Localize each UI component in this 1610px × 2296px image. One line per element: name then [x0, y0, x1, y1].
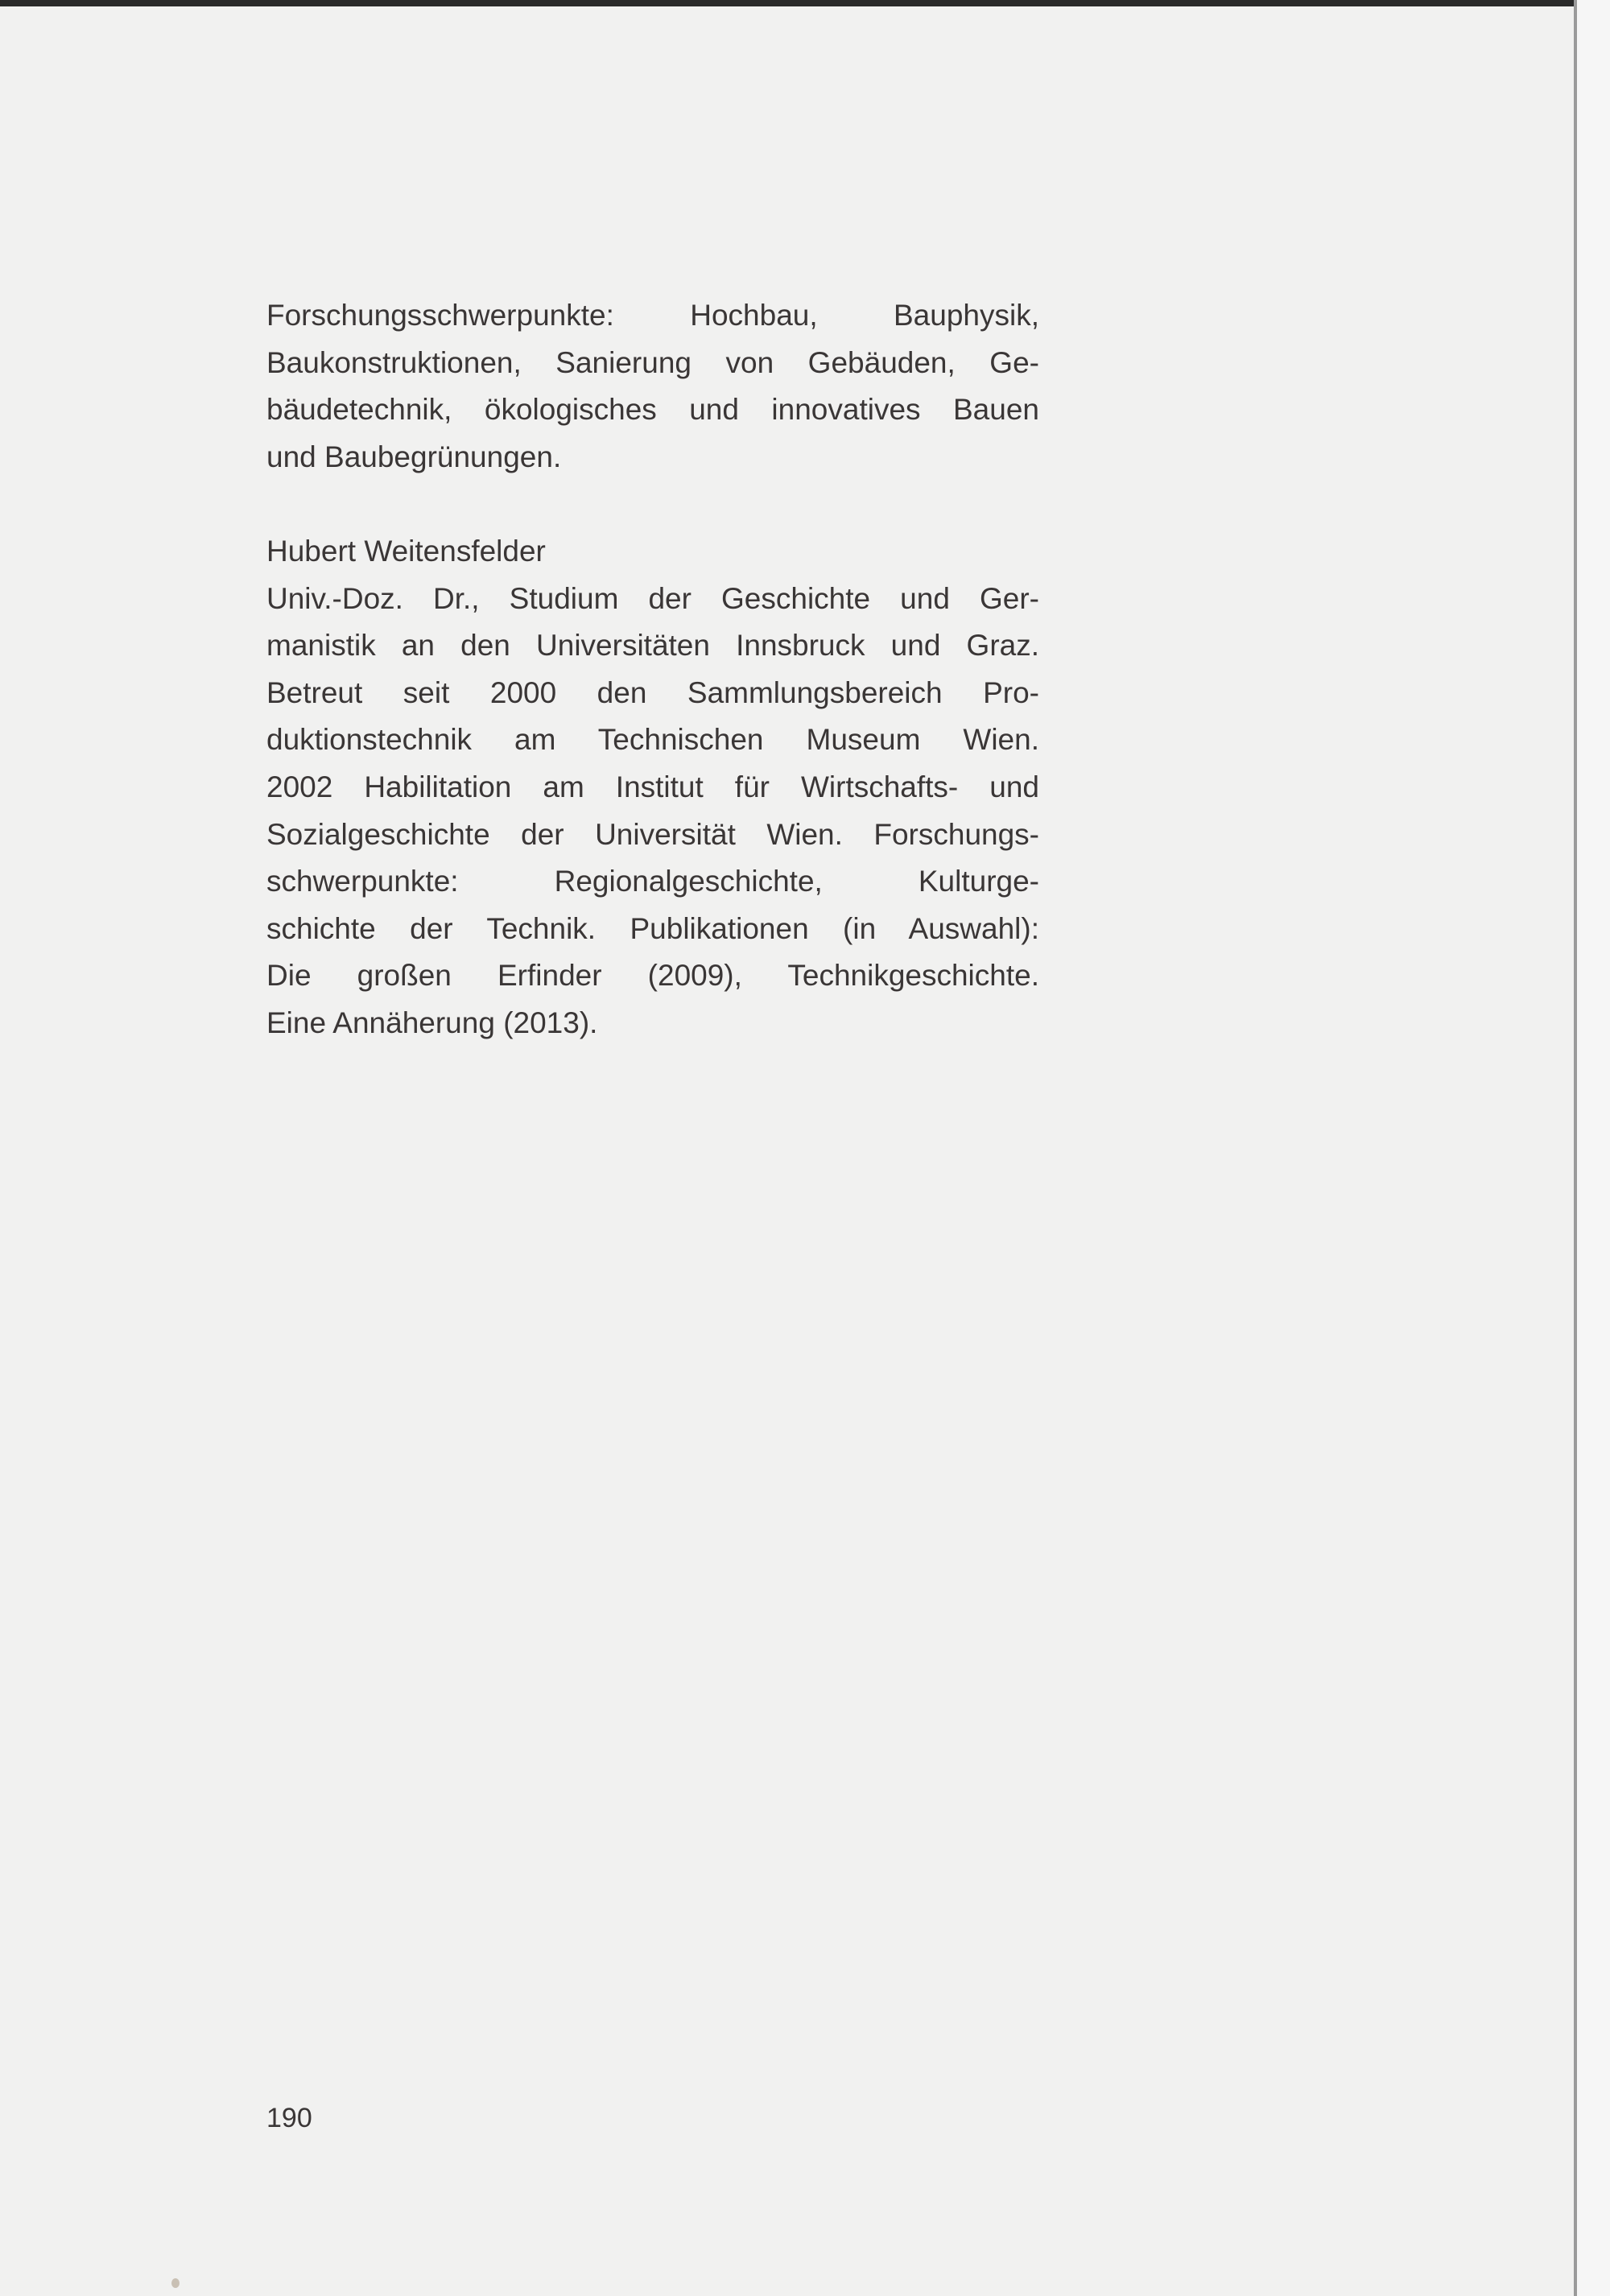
- text-line: Baukonstruktionen, Sanierung von Gebäuden, Ge-: [266, 345, 1039, 379]
- adjacent-page-edge: [1577, 0, 1610, 2296]
- text-line: Die großen Erfinder (2009), Technikgeschichte.: [266, 959, 1039, 993]
- author-bio: [266, 528, 1039, 1047]
- text-line: Eine Annäherung (2013).: [266, 1006, 598, 1039]
- text-line: duktionstechnik am Technischen Museum Wien.: [266, 723, 1039, 757]
- text-line: Betreut seit 2000 den Sammlungsbereich Pro-: [266, 675, 1039, 709]
- research-focus-paragraph: [266, 292, 1039, 481]
- scan-top-edge: [0, 0, 1578, 6]
- text-line: manistik an den Universitäten Innsbruck und Graz.: [266, 629, 1039, 663]
- text-line: Sozialgeschichte der Universität Wien. Forschungs-: [266, 817, 1039, 851]
- text-line: und Baubegrünungen.: [266, 440, 562, 473]
- author-name: Hubert Weitensfelder: [266, 535, 546, 568]
- page-number: 190: [266, 2103, 312, 2133]
- text-line: Univ.-Doz. Dr., Studium der Geschichte und Ger-: [266, 581, 1039, 615]
- text-line: schwerpunkte: Regionalgeschichte, Kulturge-: [266, 865, 1039, 898]
- text-line: Forschungsschwerpunkte: Hochbau, Bauphysik,: [266, 299, 1039, 332]
- text-line: bäudetechnik, ökologisches und innovatives Bauen: [266, 393, 1039, 427]
- scan-speck: [171, 2278, 180, 2288]
- text-line: 2002 Habilitation am Institut für Wirtschafts- und: [266, 770, 1039, 803]
- text-line: schichte der Technik. Publikationen (in Auswahl):: [266, 911, 1039, 945]
